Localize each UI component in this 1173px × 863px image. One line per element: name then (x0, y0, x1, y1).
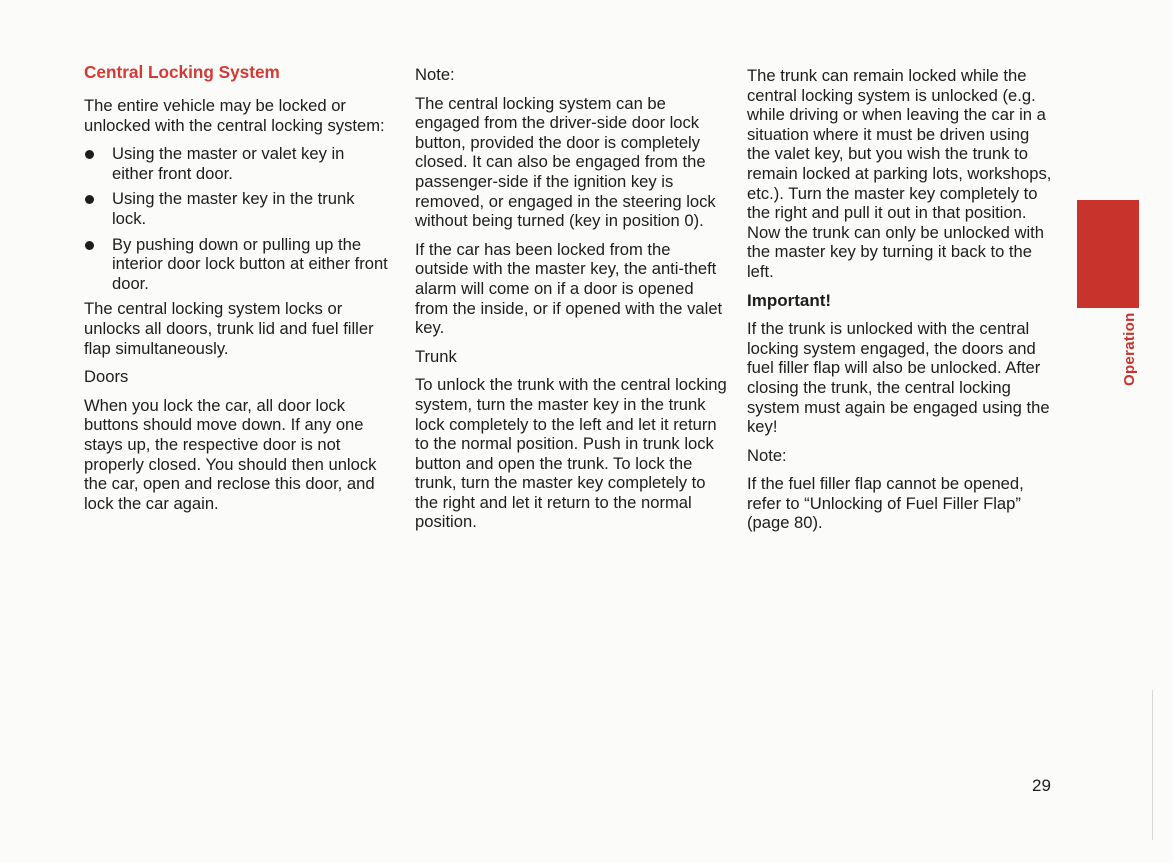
locking-methods-list (84, 144, 389, 293)
bullet-icon (85, 241, 94, 250)
trunk-heading: Trunk (415, 346, 457, 366)
list-item-text: Using the master key in the trunk lock. (112, 189, 355, 228)
list-item-text: Using the master or valet key in either front door. (112, 144, 345, 183)
simultaneous-paragraph: The central locking system locks or unlocks all doors, trunk lid and fuel filler flap simultaneously. (84, 299, 374, 358)
list-item (84, 235, 389, 294)
alarm-paragraph: If the car has been locked from the outside with the master key, the anti-theft alarm will come on if a door is opened from the inside, or if opened with the valet key. (415, 239, 723, 338)
list-item (84, 144, 389, 183)
list-item-text: By pushing down or pulling up the interior door lock button at either front door. (112, 234, 388, 293)
column-2 (415, 60, 727, 541)
page-number: 29 (1032, 776, 1051, 795)
column-3 (747, 60, 1053, 542)
note-paragraph: The central locking system can be engaged from the driver-side door lock button, provided the door is completely closed. It can also be engaged from the passenger-side if the ignition key is removed, or engaged in the steering lock without being turned (key in position 0). (415, 93, 716, 231)
note-heading: Note: (747, 445, 787, 465)
trunk-locked-paragraph: The trunk can remain locked while the central locking system is unlocked (e.g. while driving or when leaving the car in a situation where it must be driven using the valet key, but you wish the trunk to remain locked at parking lots, workshops, etc.). Turn the master key completely to the right and pull it out in that position. Now the trunk can only be unlocked with the master key by turning it back to the left. (747, 66, 1052, 281)
column-1 (84, 60, 389, 522)
important-paragraph: If the trunk is unlocked with the central locking system engaged, the doors and fuel filler flap will also be unlocked. After closing the trunk, the central locking system must again be engaged using the key! (747, 319, 1050, 437)
doors-paragraph: When you lock the car, all door lock buttons should move down. If any one stays up, the respective door is not properly closed. You should then unlock the car, open and reclose this door, and lock the car again. (84, 395, 377, 513)
page-edge-line (1152, 690, 1153, 840)
list-item (84, 189, 389, 228)
note-heading: Note: (415, 65, 455, 84)
doors-heading: Doors (84, 367, 129, 387)
section-tab-marker (1077, 200, 1139, 308)
bullet-icon (85, 195, 94, 204)
trunk-paragraph: To unlock the trunk with the central locking system, turn the master key in the trunk lock completely to the left and let it return to the normal position. Push in trunk lock button and open the trunk. To lock the trunk, turn the master key completely to the right and let it return to the normal position. (415, 375, 727, 532)
section-title: Central Locking System (84, 62, 280, 82)
note-paragraph: If the fuel filler flap cannot be opened, refer to “Unlocking of Fuel Filler Flap” (page 80). (747, 474, 1024, 533)
section-tab-label: Operation (1121, 312, 1138, 386)
bullet-icon (85, 150, 94, 159)
intro-paragraph: The entire vehicle may be locked or unlocked with the central locking system: (84, 96, 385, 135)
important-heading: Important! (747, 290, 832, 310)
